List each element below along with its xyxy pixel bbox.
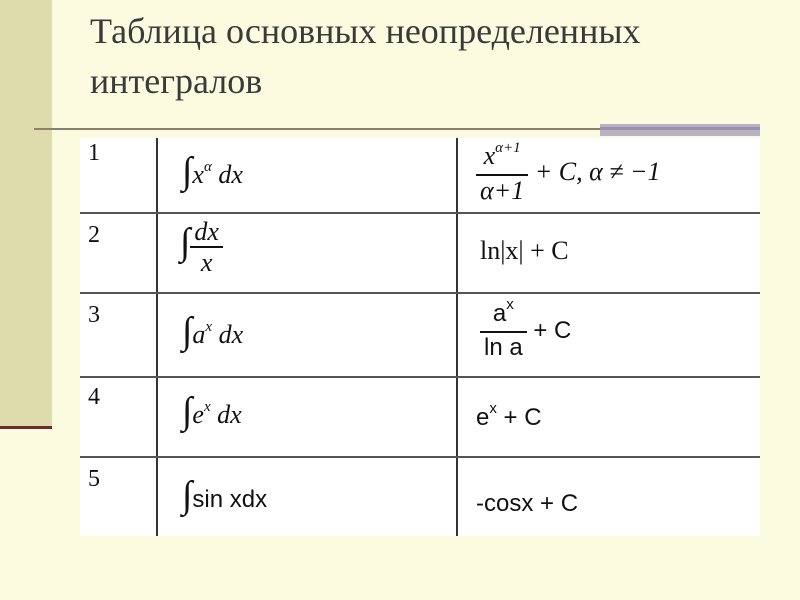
row-number: 1 [88, 140, 100, 166]
result-expression: $\frac{a^x}{\text{ln a}}$ + C [480, 300, 571, 363]
integrand-fraction: $\frac{dx}{x}$ [190, 218, 223, 278]
integral-expression: ∫ $\frac{dx}{x}$ [180, 218, 223, 278]
page-title: Таблица основных неопределенных интегралов [90, 11, 641, 101]
table-row [80, 138, 760, 212]
row-number: 4 [88, 384, 100, 410]
table-row [80, 458, 760, 536]
integral-expression: ∫sin xdx [182, 474, 268, 516]
row-number: 3 [88, 302, 100, 328]
integral-expression: $\int x^\alpha$ dx [182, 150, 243, 192]
table-row [80, 378, 760, 456]
result-expression: -cosx + C [476, 490, 579, 517]
result-expression: $\frac{x^{\alpha+1}}{\alpha+1}$ + C, α ≠ −1 [476, 142, 661, 206]
title-divider-accent [600, 124, 760, 136]
row-number: 2 [88, 222, 100, 248]
row-number: 5 [88, 466, 100, 492]
table-row [80, 294, 760, 376]
result-fraction: $\frac{a^x}{\text{ln a}}$ [480, 300, 527, 363]
result-expression: ln|x| + C [480, 236, 569, 265]
integral-expression: $\int a^x$ dx [182, 310, 244, 352]
integrals-table [80, 138, 760, 536]
result-fraction: $\frac{x^{\alpha+1}}{\alpha+1}$ [476, 142, 528, 206]
result-expression: $e^x + C$ [476, 400, 542, 431]
left-decor-bar [0, 0, 52, 428]
table-row [80, 214, 760, 292]
left-decor-line [0, 426, 52, 429]
integral-expression: $\int e^x$ dx [182, 390, 242, 432]
